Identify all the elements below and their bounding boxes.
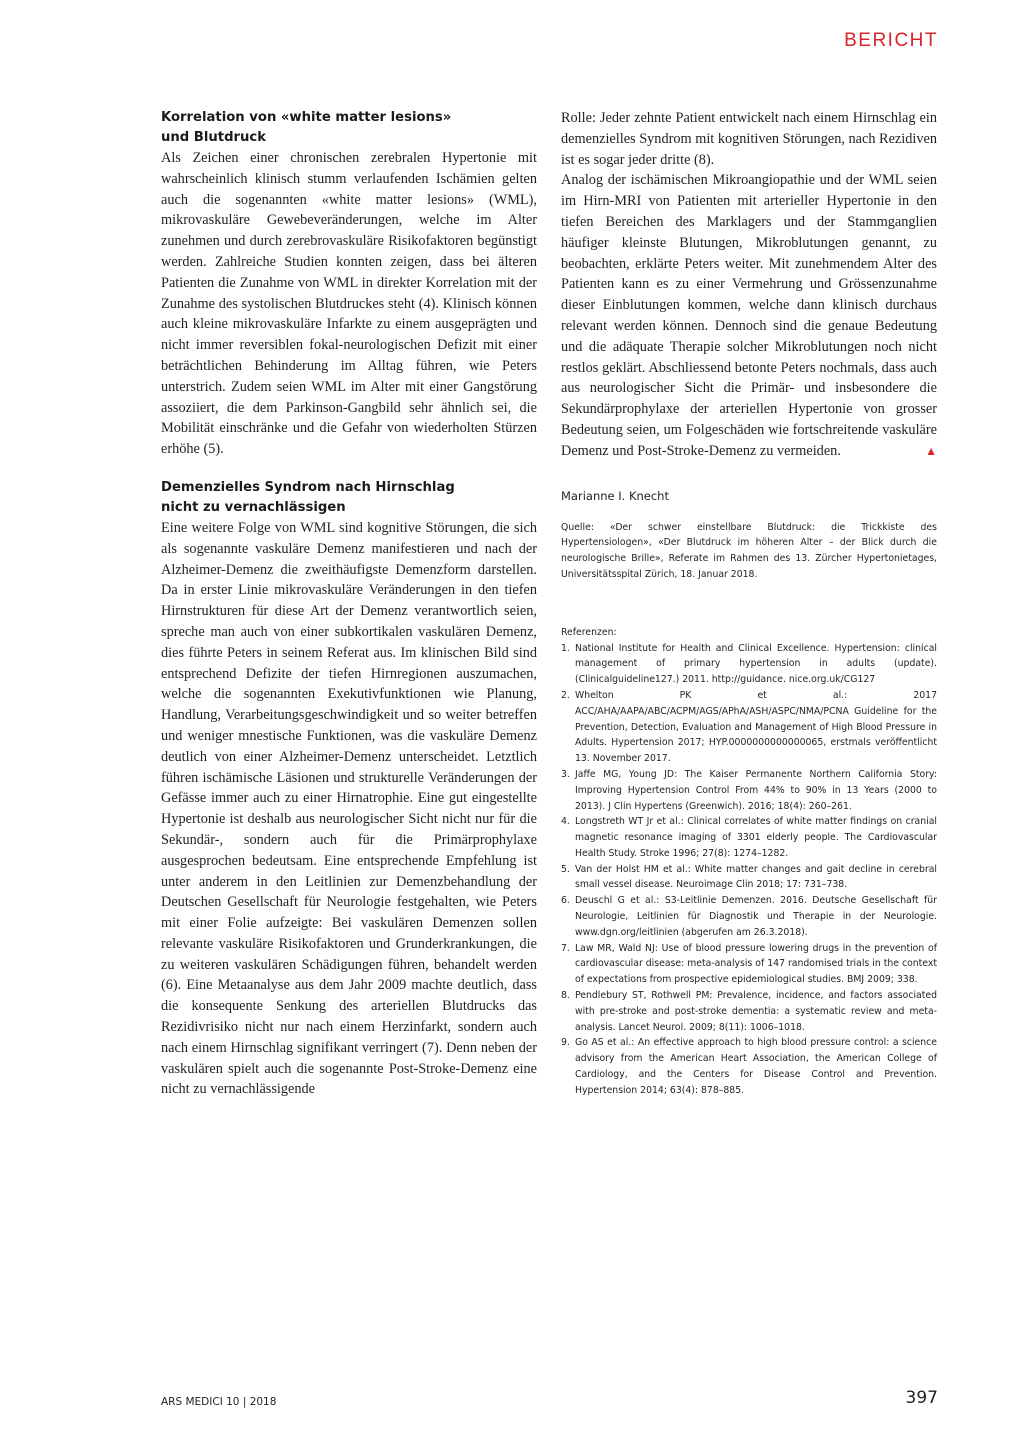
reference-number: 5. — [561, 863, 570, 875]
section-heading-line: und Blutdruck — [161, 130, 266, 145]
reference-text: Whelton PK et al.: 2017 ACC/AHA/AAPA/ABC/ACPM/AGS/APhA/ASH/ASPC/NMA/PCNA Guideline for the Prevention, Detection, Evaluation and Management of High Blood Pressure in Adults. Hypertension 2017; HYP.0000000000000065, erstmals veröffentlicht 13. November 2017. — [575, 689, 937, 765]
reference-number: 3. — [561, 768, 570, 780]
reference-text: Go AS et al.: An effective approach to high blood pressure control: a science advisory from the American Heart Association, the American College of Cardiology, and the Centers for Disease Control and Prevention. Hypertension 2014; 63(4): 878–885. — [575, 1037, 937, 1096]
page-number: 397 — [905, 1388, 938, 1408]
author-name: Marianne I. Knecht — [561, 488, 669, 503]
reference-text: Law MR, Wald NJ: Use of blood pressure lowering drugs in the prevention of cardiovascular disease: meta-analysis of 147 randomised trials in the context of expectations from prospective epidemiological studies. BMJ 2009; 338. — [575, 942, 937, 986]
references-list — [561, 641, 937, 1099]
reference-text: Deuschl G et al.: S3-Leitlinie Demenzen. 2016. Deutsche Gesellschaft für Neurologie, Leitlinien für Diagnostik und Therapie in der Neurologie. www.dgn.org/leitlinien (abgerufen am 26.3.2018). — [575, 895, 937, 938]
section-heading-line: nicht zu vernachlässigen — [161, 499, 346, 515]
right-column — [561, 108, 937, 1099]
body-paragraph: Rolle: Jeder zehnte Patient entwickelt nach einem Hirnschlag ein demenzielles Syndrom mit kognitiven Störungen, nach Rezidiven ist es sogar jeder dritte (8). — [561, 110, 938, 168]
reference-text: Jaffe MG, Young JD: The Kaiser Permanente Northern California Story: Improving Hypertension Control From 44% to 90% in 13 Years (2000 to 2013). J Clin Hypertens (Greenwich). 2016; 18(4): 260–261. — [575, 768, 937, 812]
body-paragraph — [561, 170, 937, 461]
reference-text: Pendlebury ST, Rothwell PM: Prevalence, incidence, and factors associated with pre-stroke and post-stroke dementia: a systematic review and meta-analysis. Lancet Neurol. 2009; 8(11): 1006–1018. — [575, 990, 937, 1033]
reference-item — [561, 641, 937, 688]
end-triangle-icon: ▲ — [925, 443, 937, 458]
body-paragraph: Als Zeichen einer chronischen zerebralen Hypertonie mit wahrscheinlich klinisch stumm verlaufenden Ischämien gelten auch die sogenannten «white matter lesions» (WML), mikrovaskuläre Gewebeveränderungen, welche im Alter zunehmen und durch zerebrovaskuläre Risikofaktoren begünstigt werden. Zahlreiche Studien konnten zeigen, dass bei älteren Patienten die Zunahme von WML in direkter Korrelation mit der Zunahme des systolischen Blutdruckes steht (4). Klinisch können auch kleine mikrovaskuläre Infarkte zu einem ausgeprägten und nicht immer reversiblen fokal-neurologischen Defizit mit einer beträchtlichen Behinderung im Alltag führen, wie Peters unterstrich. Zudem seien WML im Alter mit einer Gangstörung assoziiert, die dem Parkinson-Gangbild sehr ähnlich sei, die Mobilität einschränke und die Gefahr von wiederholten Stürzen erhöhe (5). — [161, 150, 537, 458]
section-heading — [161, 478, 537, 518]
paragraph-text: Analog der ischämischen Mikroangiopathie und der WML seien im Hirn-MRI von Patienten mit arterieller Hypertonie in den tiefen Bereichen des Marklagers und der Stammganglien häufiger kleinste Blutungen, Mikroblutungen genannt, zu beobachten, erklärte Peters weiter. Mit zunehmendem Alter des Patienten kann es zu einer Vermehrung und Grössenzunahme dieser Einblutungen kommen, welche dann klinisch durchaus relevant werden können. Dennoch sind die genaue Bedeutung und die adäquate Therapie solcher Mikroblutungen noch nicht restlos geklärt. Abschliessend betonte Peters nochmals, dass auch aus neurologischer Sicht die Primär- und insbesondere die Sekundärprophylaxe der arteriellen Hypertonie von grosser Bedeutung seien, um Folgeschäden wie fortschreitende vaskuläre Demenz und Post-Stroke-Demenz zu vermeiden. — [561, 172, 937, 459]
reference-item — [561, 1035, 937, 1098]
body-paragraph: Eine weitere Folge von WML sind kognitive Störungen, die sich als sogenannte vaskuläre Demenz manifestieren und nach der Alzheimer-Demenz die zweithäufigste Demenzform darstellen. Da in erster Linie mikrovaskuläre Veränderungen in den tiefen Hirnstrukturen für diese Art der Demenz verantwortlich seien, spreche man auch von einer subkortikalen vaskulären Demenz, dies führte Peters in seinem Referat aus. Im klinischen Bild sind entsprechend Defizite der tiefen Hirnregionen auszumachen, welche die sogenannten Exekutivfunktionen wie Planung, Handlung, Verarbeitungsgeschwindigkeit und so weiter betreffen und weniger mnestische Funktionen, was die vaskuläre Demenz deutlich von einer Alzheimer-Demenz unterscheidet. Letztlich führen ischämische Läsionen und strukturelle Veränderungen der Gefässe immer auch zu einer Hirnatrophie. Eine gut eingestellte Hypertonie ist deshalb aus neurologischer Sicht nicht nur für die Sekundär-, sondern auch für die Primärprophylaxe ausgesprochen bedeutsam. Eine entsprechende Empfehlung ist unter anderem in den Leitlinien zur Demenzbehandlung der Deutschen Gesellschaft für Neurologie festgehalten, wie Peters mit einer Folie aufzeigte: Bei vaskulären Demenzen sollen relevante vaskuläre Risikofaktoren und Grunderkrankungen, die zu weiteren vaskulären Schädigungen führen, behandelt werden (6). Eine Metaanalyse aus dem Jahr 2009 machte deutlich, dass die konsequente Senkung des arteriellen Blutdrucks das Rezidivrisiko nicht nur nach einem Herzinfarkt, sondern auch nach einem Hirnschlag signifikant verringert (7). Denn neben der vaskulären spielt auch die sogenannte Post-Stroke-Demenz eine nicht zu vernachlässigende — [161, 519, 537, 1098]
reference-number: 6. — [561, 895, 570, 907]
references-title: Referenzen: — [561, 626, 617, 638]
section-heading — [161, 108, 537, 148]
reference-item — [561, 688, 937, 767]
left-column — [161, 108, 537, 1100]
reference-item — [561, 941, 937, 988]
source-note: Quelle: «Der schwer einstellbare Blutdruck: die Trickkiste des Hypertensiologen», «Der Blutdruck im höheren Alter – der Blick durch die neurologische Brille», Referate im Rahmen des 13. Zürcher Hypertonietages, Universitätsspital Zürich, 18. Januar 2018. — [561, 521, 937, 580]
reference-number: 2. — [561, 689, 570, 701]
reference-number: 4. — [561, 816, 570, 828]
reference-text: Van der Holst HM et al.: White matter changes and gait decline in cerebral small vessel disease. Neuroimage Clin 2018; 17: 731–738. — [575, 863, 937, 891]
section-heading-line: Korrelation von «white matter lesions» — [161, 110, 452, 125]
reference-item — [561, 862, 937, 894]
section-heading-line: Demenzielles Syndrom nach Hirnschlag — [161, 479, 455, 495]
section-label: BERICHT — [844, 30, 938, 51]
reference-number: 8. — [561, 990, 570, 1002]
journal-footer: ARS MEDICI 10 | 2018 — [161, 1396, 277, 1408]
reference-item — [561, 988, 937, 1035]
reference-text: Longstreth WT Jr et al.: Clinical correlates of white matter findings on cranial magnetic resonance imaging of 3301 elderly people. The Cardiovascular Health Study. Stroke 1996; 27(8): 1274–1282. — [575, 816, 937, 859]
reference-text: National Institute for Health and Clinical Excellence. Hypertension: clinical management of primary hypertension in adults (update). (Clinicalguideline127.) 2011. http://guidance. nice.org.uk/CG127 — [575, 642, 937, 686]
reference-item — [561, 814, 937, 861]
reference-number: 1. — [561, 642, 570, 654]
reference-item — [561, 893, 937, 940]
reference-item — [561, 767, 937, 814]
reference-number: 9. — [561, 1037, 570, 1049]
reference-number: 7. — [561, 942, 570, 954]
